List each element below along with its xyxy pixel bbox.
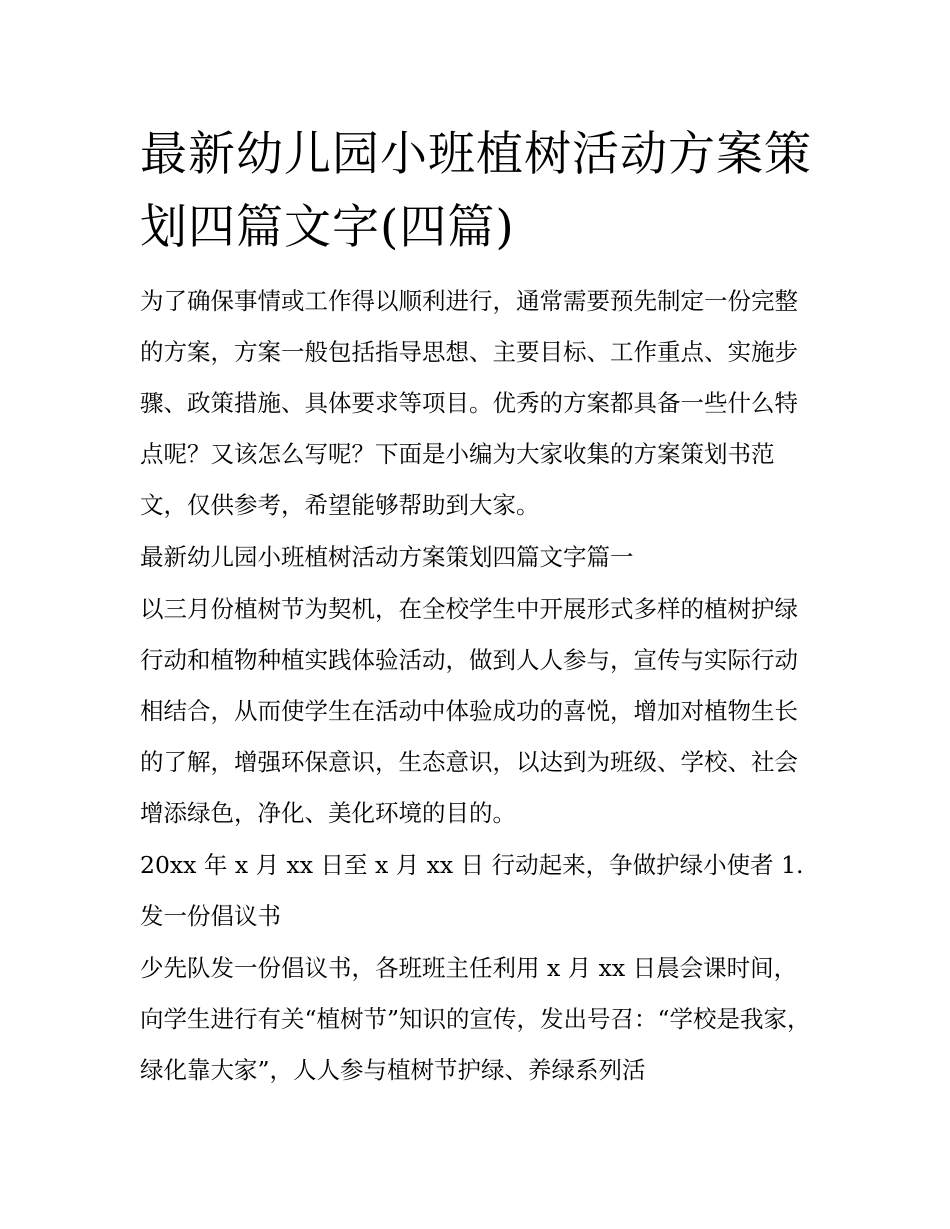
document-title: 最新幼儿园小班植树活动方案策划四篇文字(四篇) (140, 127, 812, 255)
document-body (140, 276, 816, 1096)
section-heading: 最新幼儿园小班植树活动方案策划四篇文字篇一 (140, 543, 634, 571)
intro-paragraph: 为了确保事情或工作得以顺利进行，通常需要预先制定一份完整的方案，方案一般包括指导思想、主要目标、工作重点、实施步骤、政策措施、具体要求等项目。优秀的方案都具备一些什么特点呢？又该怎么写呢？下面是小编为大家收集的方案策划书范文，仅供参考，希望能够帮助到大家。 (140, 287, 798, 519)
activity-date-paragraph: 20xx 年 x 月 xx 日至 x 月 xx 日 行动起来，争做护绿小使者 1.发一份倡议书 (140, 851, 804, 930)
activity-purpose-paragraph: 以三月份植树节为契机，在全校学生中开展形式多样的植树护绿行动和植物种植实践体验活动，做到人人参与，宣传与实际行动相结合，从而使学生在活动中体验成功的喜悦，增加对植物生长的了解，增强环保意识，生态意识，以达到为班级、学校、社会增添绿色，净化、美化环境的目的。 (140, 595, 798, 827)
proposal-paragraph: 少先队发一份倡议书，各班班主任利用 x 月 xx 日晨会课时间，向学生进行有关“植树节”知识的宣传，发出号召：“学校是我家，绿化靠大家”，人人参与植树节护绿、养绿系列活 (140, 954, 811, 1084)
